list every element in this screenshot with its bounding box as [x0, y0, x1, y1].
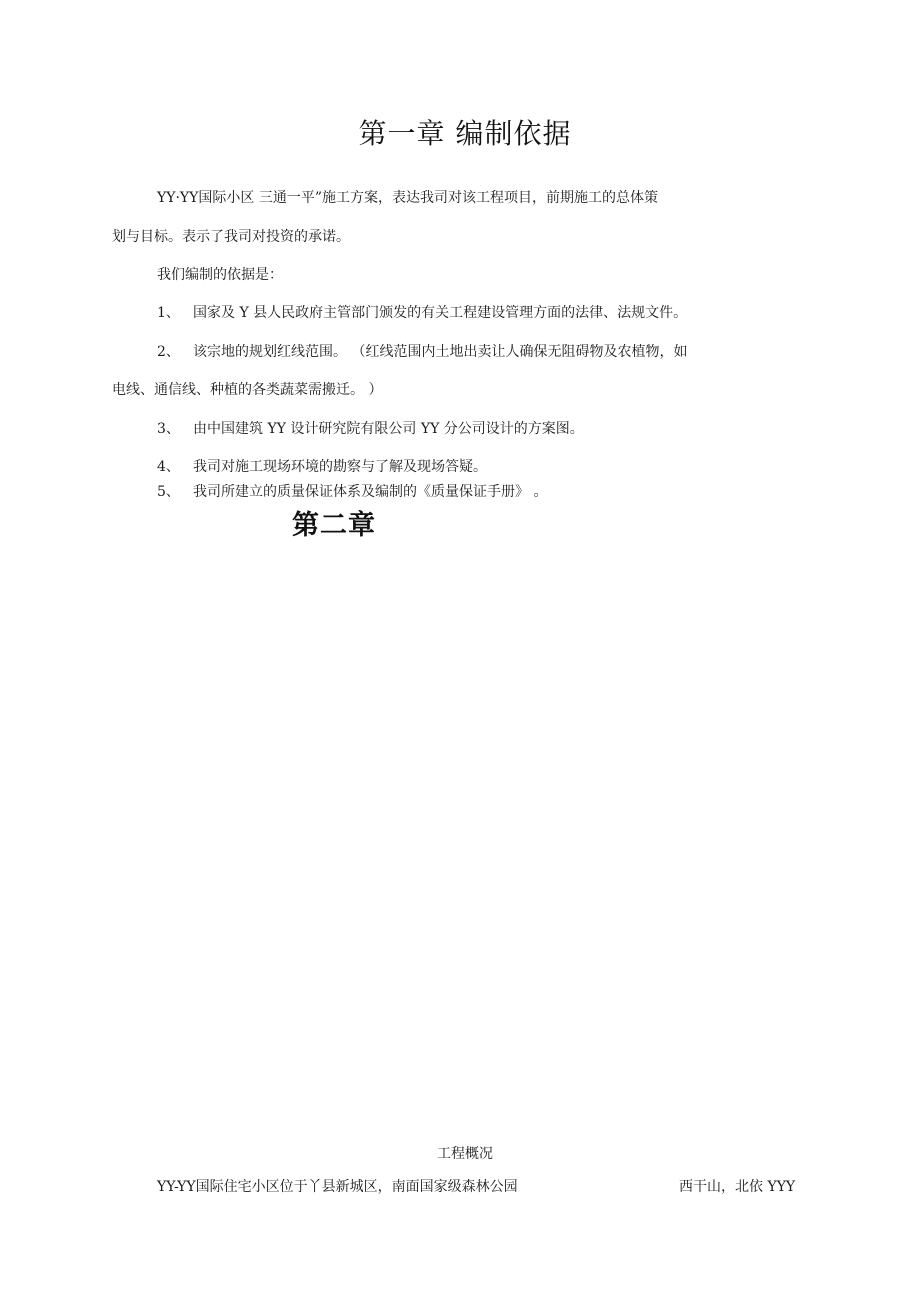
item-text: 我司所建立的质量保证体系及编制的《质量保证手册》 。	[193, 484, 548, 500]
overview-paragraph-left: YY-YY国际住宅小区位于丫县新城区，南面国家级森林公园	[157, 1179, 518, 1195]
item-text: 我司对施工现场环境的勘察与了解及现场答疑。	[193, 459, 487, 475]
chapter-1-title: 第一章 编制依据	[358, 117, 572, 150]
item-number: 2、	[157, 344, 180, 360]
item-text: 该宗地的规划红线范围。 （红线范围内土地出卖让人确保无阻碍物及农植物，如	[193, 344, 688, 360]
item-number: 3、	[157, 421, 180, 437]
basis-item-3	[157, 420, 584, 438]
basis-lead: 我们编制的依据是：	[157, 267, 283, 283]
basis-item-5	[157, 483, 547, 501]
basis-item-4	[157, 458, 487, 476]
basis-item-2-continued: 电线、通信线、种植的各类蔬菜需搬迁。 ）	[112, 382, 383, 398]
basis-item-2	[157, 343, 687, 361]
basis-item-1	[157, 304, 687, 322]
item-text: 国家及 Y 县人民政府主管部门颁发的有关工程建设管理方面的法律、法规文件。	[193, 305, 688, 321]
overview-paragraph-right: 西干山，北依 YYY	[679, 1179, 796, 1195]
item-text: 由中国建筑 YY 设计研究院有限公司 YY 分公司设计的方案图。	[193, 421, 584, 437]
item-number: 5、	[157, 484, 180, 500]
chapter-2-title: 第二章	[292, 510, 376, 541]
intro-line-1: YY·YY国际小区 三通一平”施工方案，表达我司对该工程项目，前期施工的总体策	[157, 190, 659, 206]
item-number: 4、	[157, 459, 180, 475]
section-title-project-overview: 工程概况	[437, 1146, 493, 1162]
intro-line-2: 划与目标。表示了我司对投资的承诺。	[112, 229, 350, 245]
item-number: 1、	[157, 305, 180, 321]
